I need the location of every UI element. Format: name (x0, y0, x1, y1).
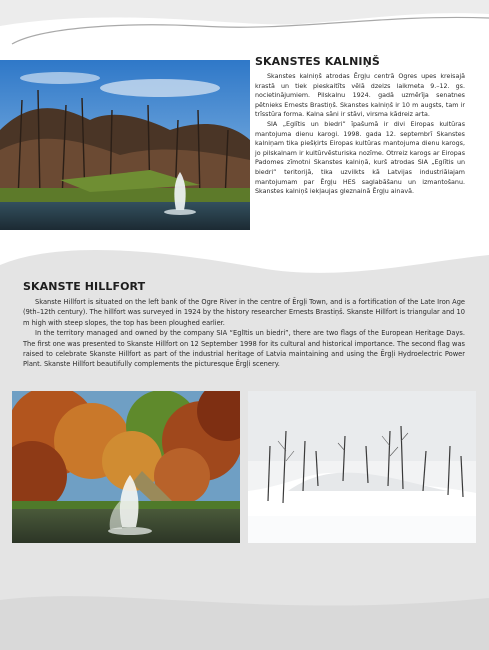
latvian-paragraph: Skanstes kalniņš atrodas Ērgļu centrā Ogres upes kreisajā krastā un tiek pieskaitīts vēlā dzelzs laikmeta 9.–12. gs. nocietinājumiem. Pilskalnu 1924. gadā uzmērīja senatnes pētnieks Ernests Brastiņš. Skanstes kalniņš ir 10 m augsts, tam ir trīsstūra forma. Kalna sāni ir stāvi, virsma kādreiz arta. (255, 73, 465, 119)
photo-fountain-pond (0, 60, 250, 230)
english-paragraph: In the territory managed and owned by the company SIA “Eglītis un biedri”, there are two flags of the European Heritage Days. The first one was presented to Skanste Hillfort on 12 September 1998 for its cultural and historical importance. The second flag was raised to celebrate Skanste Hillfort as part of the industrial heritage of Latvia maintaining and using the Ērgļi Hydroelectric Power Plant. Skanste Hillfort beautifully complements the picturesque Ērgļi scenery. (23, 329, 465, 369)
english-section-title: SKANSTE HILLFORT (23, 280, 146, 293)
photo-winter-hillfort (248, 391, 476, 543)
latvian-paragraph: SIA „Eglītis un biedri” īpašumā ir divi Eiropas kultūras mantojuma dienu karogi. 1998. gada 12. septembrī Skanstes kalniņam tika piešķirts Eiropas kultūras mantojuma dienu karogs, jo pilskalnam ir kultūrvēsturiska nozīme. Otrreiz karogs ar Eiropas Padomes zīmotni Skanstes kalniņā, kurš atrodas SIA „Eglītis un biedri” teritorijā, tika uzvilkts kā Latvijas industriālajam mantojumam par Ērgļu HES saglabāšanu un izmantošanu. Skanstes kalniņš iekļaujas gleznainā Ērgļu ainavā. (255, 120, 465, 196)
latvian-section-body (255, 72, 465, 197)
photo-autumn-fountain (12, 391, 240, 543)
english-paragraph: Skanste Hillfort is situated on the left bank of the Ogre River in the centre of Ērgļi Town, and is a fortification of the Late Iron Age (9th–12th century). The hillfort was surveyed in 1924 by the history researcher Ernests Brastiņš. Skanste Hillfort is triangular and 10 m high with steep slopes, the top has been ploughed earlier. (23, 298, 465, 327)
top-wave-band (0, 0, 489, 26)
bottom-wave-band (0, 596, 489, 650)
english-section-body (23, 297, 465, 370)
latvian-section-title: SKANSTES KALNIŅŠ (255, 55, 380, 68)
